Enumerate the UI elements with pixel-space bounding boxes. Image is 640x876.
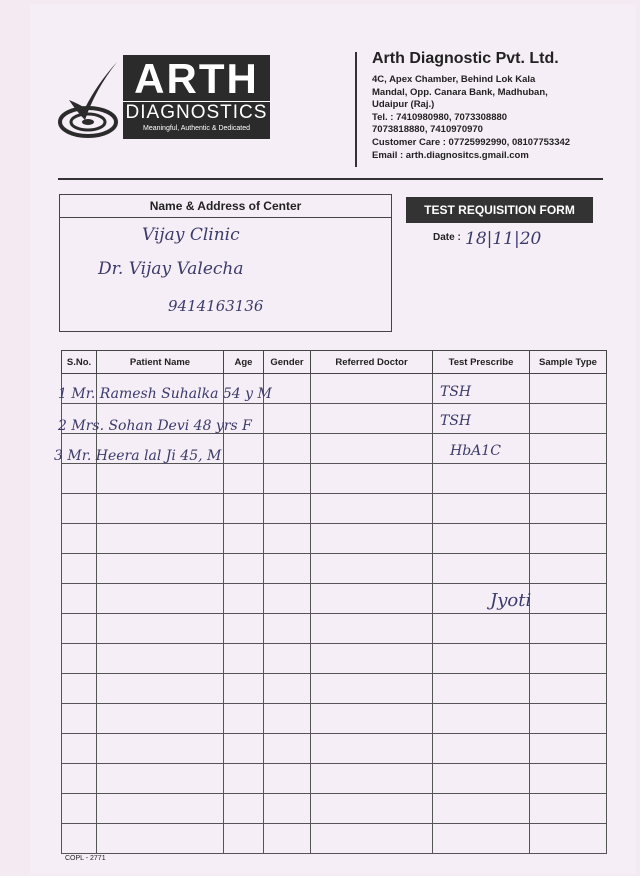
table-cell — [97, 764, 224, 794]
table-cell — [224, 494, 264, 524]
table-cell — [224, 734, 264, 764]
table-cell — [530, 704, 607, 734]
header-rule — [58, 178, 603, 180]
table-cell — [224, 644, 264, 674]
table-cell — [530, 494, 607, 524]
table-cell — [97, 464, 224, 494]
table-row — [62, 734, 607, 764]
table-cell — [311, 794, 433, 824]
table-cell — [311, 554, 433, 584]
table-row — [62, 464, 607, 494]
table-cell — [62, 704, 97, 734]
table-row — [62, 554, 607, 584]
table-cell — [224, 704, 264, 734]
table-cell — [224, 584, 264, 614]
header-age: Age — [224, 351, 264, 374]
table-cell — [264, 434, 311, 464]
table-cell — [311, 494, 433, 524]
table-cell — [311, 734, 433, 764]
table-cell — [264, 824, 311, 854]
table-cell — [97, 524, 224, 554]
table-cell — [264, 704, 311, 734]
table-cell — [530, 524, 607, 554]
table-cell — [530, 584, 607, 614]
table-cell — [433, 554, 530, 584]
address-line: Mandal, Opp. Canara Bank, Madhuban, — [372, 86, 548, 98]
patient-entry-3: 3 Mr. Heera lal Ji 45, M — [54, 448, 222, 464]
table-cell — [433, 494, 530, 524]
table-cell — [530, 794, 607, 824]
table-cell — [530, 734, 607, 764]
company-name: Arth Diagnostic Pvt. Ltd. — [372, 50, 559, 67]
table-cell — [264, 524, 311, 554]
table-cell — [97, 494, 224, 524]
table-cell — [62, 734, 97, 764]
table-row — [62, 614, 607, 644]
header-divider — [355, 52, 357, 167]
table-cell — [530, 464, 607, 494]
company-address — [372, 74, 612, 162]
address-line: Udaipur (Raj.) — [372, 99, 435, 111]
table-cell — [62, 674, 97, 704]
table-cell — [311, 764, 433, 794]
center-address-box — [59, 194, 392, 332]
patient-entry-1: 1 Mr. Ramesh Suhalka 54 y M — [58, 386, 272, 402]
table-row — [62, 644, 607, 674]
center-name-handwritten: Vijay Clinic — [142, 225, 240, 245]
table-cell — [62, 554, 97, 584]
table-cell — [97, 824, 224, 854]
date-handwritten: 18|11|20 — [465, 229, 542, 249]
table-body — [62, 374, 607, 854]
table-cell — [62, 584, 97, 614]
logo-title: ARTH — [134, 55, 259, 102]
table-cell — [264, 734, 311, 764]
table-cell — [311, 614, 433, 644]
test-entry-2: TSH — [440, 413, 472, 429]
header-sample-type: Sample Type — [530, 351, 607, 374]
table-cell — [62, 824, 97, 854]
table-row — [62, 794, 607, 824]
table-cell — [311, 644, 433, 674]
logo-tagline: Meaningful, Authentic & Dedicated — [142, 125, 250, 132]
header-gender: Gender — [264, 351, 311, 374]
table-cell — [97, 614, 224, 644]
table-cell — [433, 824, 530, 854]
doctor-name-handwritten: Dr. Vijay Valecha — [98, 259, 244, 279]
table-cell — [224, 524, 264, 554]
table-cell — [62, 764, 97, 794]
table-row — [62, 764, 607, 794]
footer-code: COPL - 2771 — [65, 855, 106, 862]
patient-entry-2: 2 Mrs. Sohan Devi 48 yrs F — [58, 418, 252, 434]
table-cell — [97, 644, 224, 674]
test-entry-1: TSH — [440, 384, 472, 400]
table-cell — [433, 644, 530, 674]
header-sno: S.No. — [62, 351, 97, 374]
signature: Jyoti — [490, 590, 532, 611]
phone-handwritten: 9414163136 — [168, 297, 264, 315]
address-line: Customer Care : 07725992990, 08107753342 — [372, 136, 571, 148]
table-cell — [311, 464, 433, 494]
table-cell — [224, 434, 264, 464]
table-cell — [62, 464, 97, 494]
table-cell — [311, 824, 433, 854]
form-title: TEST REQUISITION FORM — [406, 197, 593, 223]
table-cell — [530, 554, 607, 584]
table-row — [62, 704, 607, 734]
table-cell — [530, 824, 607, 854]
table-cell — [62, 644, 97, 674]
table-cell — [530, 674, 607, 704]
table-cell — [264, 494, 311, 524]
table-cell — [97, 674, 224, 704]
logo-target-icon — [55, 60, 125, 140]
header-patient-name: Patient Name — [97, 351, 224, 374]
table-cell — [62, 794, 97, 824]
table-header-row — [62, 351, 607, 374]
table-cell — [264, 614, 311, 644]
table-cell — [224, 824, 264, 854]
table-cell — [264, 584, 311, 614]
table-row — [62, 494, 607, 524]
table-cell — [224, 464, 264, 494]
address-line: Tel. : 7410980980, 7073308880 — [372, 111, 508, 123]
header-referred-doctor: Referred Doctor — [311, 351, 433, 374]
table-cell — [311, 674, 433, 704]
table-cell — [62, 524, 97, 554]
table-cell — [97, 584, 224, 614]
header-test-prescribe: Test Prescribe — [433, 351, 530, 374]
table-cell — [264, 764, 311, 794]
table-cell — [264, 464, 311, 494]
center-box-title: Name & Address of Center — [60, 195, 391, 218]
table-cell — [264, 674, 311, 704]
table-cell — [264, 554, 311, 584]
logo-subtitle: DIAGNOSTICS — [123, 101, 270, 124]
company-logo — [123, 55, 270, 139]
table-cell — [224, 554, 264, 584]
address-line: Email : arth.diagnositcs.gmail.com — [372, 149, 529, 161]
table-cell — [264, 644, 311, 674]
table-cell — [433, 764, 530, 794]
table-cell — [97, 794, 224, 824]
table-cell — [433, 704, 530, 734]
table-cell — [433, 674, 530, 704]
date-label: Date : — [433, 232, 461, 243]
address-line: 7073818880, 7410970970 — [372, 124, 483, 136]
address-line: 4C, Apex Chamber, Behind Lok Kala — [372, 74, 536, 85]
table-cell — [62, 494, 97, 524]
table-cell — [530, 404, 607, 434]
table-cell — [311, 704, 433, 734]
table-cell — [311, 374, 433, 404]
table-row — [62, 824, 607, 854]
table-cell — [224, 614, 264, 644]
table-cell — [311, 524, 433, 554]
table-cell — [97, 734, 224, 764]
table-row — [62, 674, 607, 704]
table-cell — [311, 434, 433, 464]
table-cell — [433, 524, 530, 554]
table-cell — [224, 674, 264, 704]
table-cell — [433, 464, 530, 494]
table-cell — [530, 764, 607, 794]
table-cell — [530, 644, 607, 674]
table-row — [62, 524, 607, 554]
table-cell — [264, 404, 311, 434]
test-entry-3: HbA1C — [450, 443, 501, 459]
table-cell — [62, 614, 97, 644]
table-cell — [97, 704, 224, 734]
table-cell — [530, 614, 607, 644]
table-cell — [433, 614, 530, 644]
table-cell — [530, 434, 607, 464]
table-cell — [433, 734, 530, 764]
table-cell — [530, 374, 607, 404]
table-cell — [311, 404, 433, 434]
table-cell — [311, 584, 433, 614]
table-cell — [97, 554, 224, 584]
table-cell — [264, 794, 311, 824]
table-cell — [224, 764, 264, 794]
table-cell — [224, 794, 264, 824]
table-cell — [433, 794, 530, 824]
